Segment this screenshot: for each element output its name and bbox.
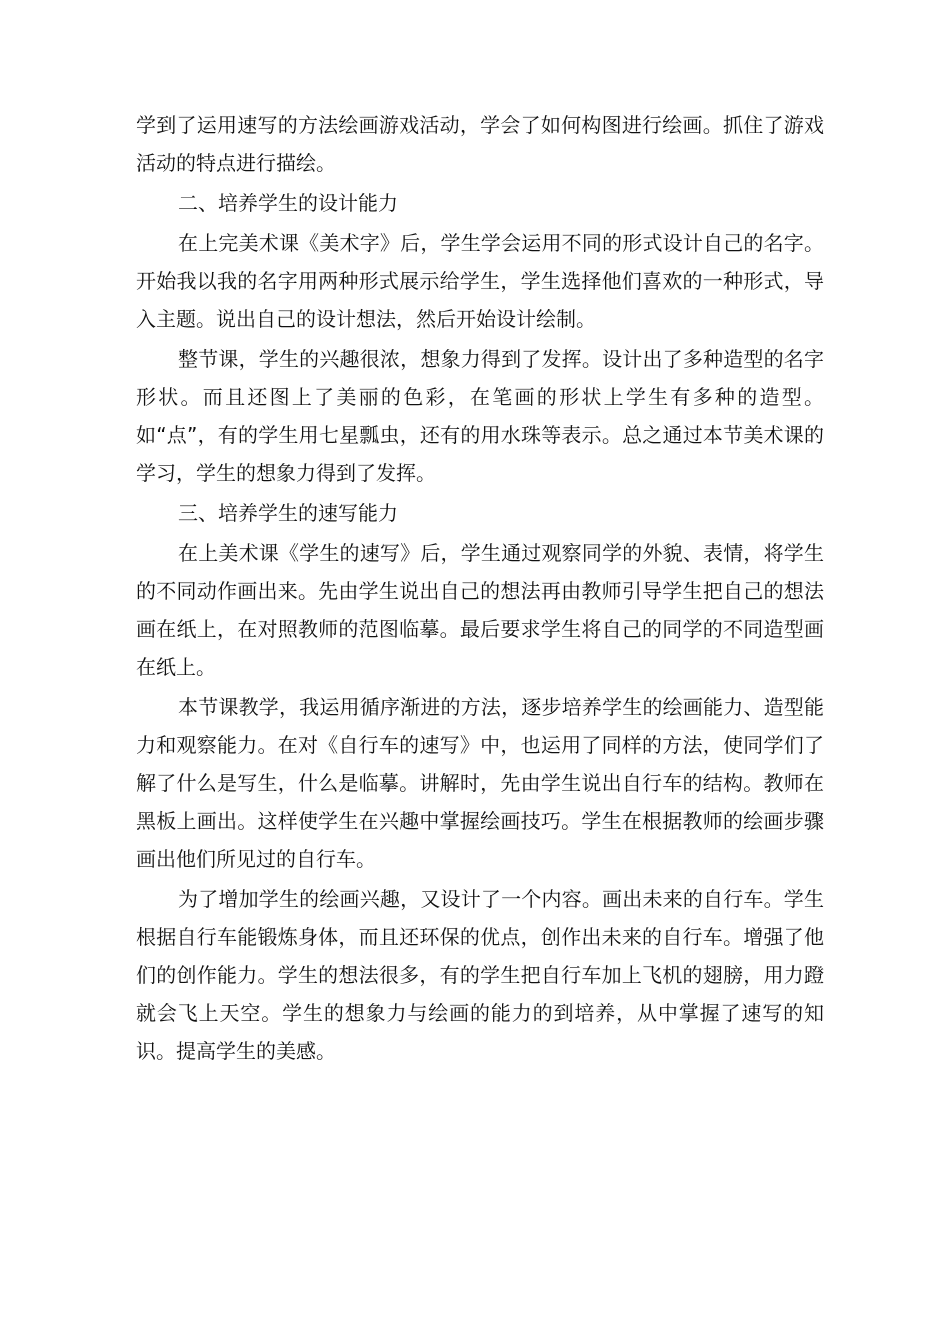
section-heading-sketch-ability: 三、培养学生的速写能力 bbox=[178, 501, 398, 525]
paragraph: 整节课，学生的兴趣很浓，想象力得到了发挥。设计出了多种造型的名字形状。而且还图上了美丽的色彩，在笔画的形状上学生有多种的造型。如“点”，有的学生用七星瓢虫，还有的用水珠等表示。总之通过本节美术课的学习，学生的想象力得到了发挥。 bbox=[136, 347, 824, 485]
document-body bbox=[136, 106, 824, 1070]
paragraph-continuation: 学到了运用速写的方法绘画游戏活动，学会了如何构图进行绘画。抓住了游戏活动的特点进行描绘。 bbox=[136, 113, 824, 175]
section-heading-design-ability: 二、培养学生的设计能力 bbox=[178, 191, 398, 215]
paragraph: 在上完美术课《美术字》后，学生学会运用不同的形式设计自己的名字。开始我以我的名字用两种形式展示给学生，学生选择他们喜欢的一种形式，导入主题。说出自己的设计想法，然后开始设计绘制。 bbox=[136, 231, 824, 331]
paragraph: 本节课教学，我运用循序渐进的方法，逐步培养学生的绘画能力、造型能力和观察能力。在对《自行车的速写》中，也运用了同样的方法，使同学们了解了什么是写生，什么是临摹。讲解时，先由学生说出自行车的结构。教师在黑板上画出。这样使学生在兴趣中掌握绘画技巧。学生在根据教师的绘画步骤画出他们所见过的自行车。 bbox=[136, 695, 824, 871]
paragraph: 在上美术课《学生的速写》后，学生通过观察同学的外貌、表情，将学生的不同动作画出来。先由学生说出自己的想法再由教师引导学生把自己的想法画在纸上，在对照教师的范图临摹。最后要求学生将自己的同学的不同造型画在纸上。 bbox=[136, 541, 824, 679]
paragraph: 为了增加学生的绘画兴趣，又设计了一个内容。画出未来的自行车。学生根据自行车能锻炼身体，而且还环保的优点，创作出未来的自行车。增强了他们的创作能力。学生的想法很多，有的学生把自行车加上飞机的翅膀，用力蹬就会飞上天空。学生的想象力与绘画的能力的到培养，从中掌握了速写的知识。提高学生的美感。 bbox=[136, 887, 824, 1063]
